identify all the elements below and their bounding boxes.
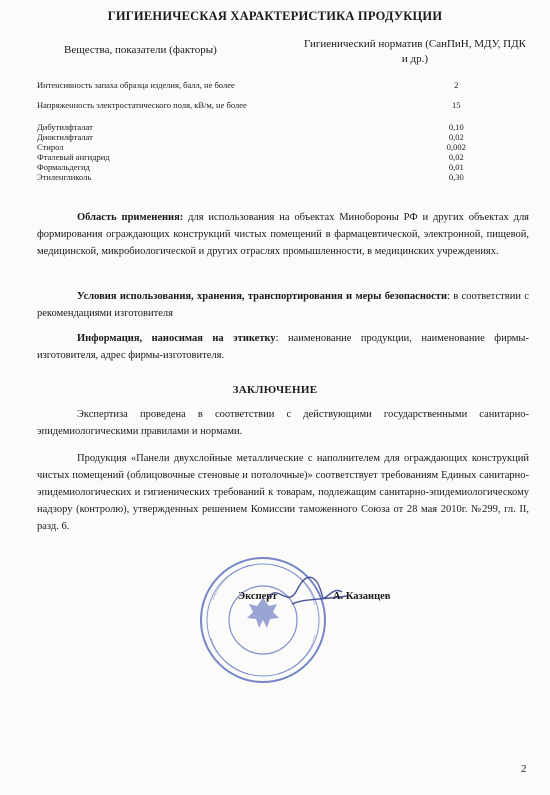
signature-role: Эксперт	[238, 591, 278, 602]
row-value: 0,002	[446, 142, 466, 152]
conditions-text: : в соответствии с рекомендациями изготовителя	[37, 291, 529, 319]
label-info-label: Информация, наносимая на этикетку	[77, 333, 276, 344]
row-name: Стирол	[37, 142, 64, 152]
row-name: Дибутилфталат	[37, 122, 93, 132]
conclusion-title: ЗАКЛЮЧЕНИЕ	[232, 384, 318, 396]
row-name: Фталевый ангидрид	[37, 152, 110, 162]
scope-label: Область применения:	[77, 212, 184, 223]
table-row	[37, 100, 507, 122]
conclusion-paragraph-1	[37, 406, 529, 440]
label-info-paragraph	[37, 330, 529, 364]
row-value: 2	[454, 80, 459, 90]
row-value: 0,30	[448, 172, 464, 182]
table-header-norm: Гигиенический норматив (СанПиН, МДУ, ПДК и др.)	[304, 38, 526, 65]
row-name: Формальдегид	[37, 162, 90, 172]
scope-text: для использования на объектах Минобороны РФ и других объектах для формирования ограждающих конструкций чистых помещений в фармацевтической, электронной, пищевой, медицинской, микробиологической и других отраслях промышленности, в медицинских учреждениях.	[37, 212, 530, 257]
table-row	[37, 162, 507, 172]
row-value: 0,01	[448, 162, 464, 172]
table-row	[37, 142, 507, 152]
page-title: ГИГИЕНИЧЕСКАЯ ХАРАКТЕРИСТИКА ПРОДУКЦИИ	[107, 9, 443, 23]
page-number: 2	[521, 763, 527, 775]
row-value: 0,02	[448, 152, 464, 162]
table-row	[37, 122, 507, 132]
scope-paragraph	[37, 209, 529, 260]
table-row	[37, 80, 507, 100]
row-value: 15	[452, 100, 461, 110]
table-row	[37, 152, 507, 162]
row-value: 0,10	[448, 122, 464, 132]
conclusion-paragraph-2	[37, 450, 529, 535]
table-row	[37, 132, 507, 142]
table-header-substances: Вещества, показатели (факторы)	[64, 44, 217, 56]
label-info-text: : наименование продукции, наименование фирмы-изготовителя, адрес фирмы-изготовителя.	[37, 333, 529, 361]
row-value: 0,02	[448, 132, 464, 142]
table-row	[37, 172, 507, 182]
conclusion-p1-text: Экспертиза проведена в соответствии с действующими государственными санитарно-эпидемиологическими правилами и нормами.	[37, 409, 529, 437]
row-name: Интенсивность запаха образца изделия, балл, не более	[37, 80, 235, 90]
conditions-paragraph	[37, 288, 529, 322]
row-name: Напряженность электростатического поля, кВ/м, не более	[37, 100, 247, 110]
row-name: Диоктилфталат	[37, 132, 93, 142]
conditions-label: Условия использования, хранения, транспортирования и меры безопасности	[77, 291, 448, 302]
conclusion-p2-text: Продукция «Панели двухслойные металлические с наполнителем для ограждающих конструкций чистых помещений (облицовочные стеновые и потолочные)» соответствует требованиям Единых санитарно-эпидемиологических и гигиенических требований к товарам, подлежащим санитарно-эпидемиологическому надзору (контролю), утвержденных решением Комиссии таможенного Союза от 28 мая 2010г. №299, гл. II, разд. 6.	[37, 453, 529, 532]
signature-name: А. Казанцев	[333, 591, 391, 602]
hygiene-table	[37, 80, 507, 182]
row-name: Этиленгликоль	[37, 172, 92, 182]
